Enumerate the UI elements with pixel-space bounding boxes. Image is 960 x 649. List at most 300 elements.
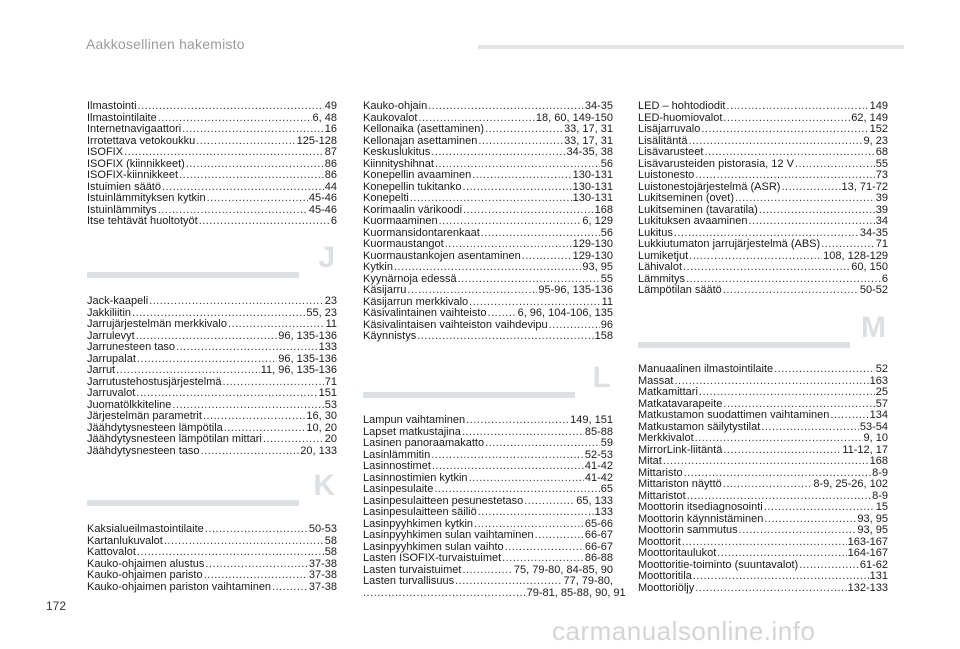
index-entry [638,136,888,148]
entry-pages: 65 [600,484,613,495]
entry-pages: 8-9, 25-26, 102 [813,479,888,490]
entry-term: Lasinpyyhkimen sulan vaihto [363,541,504,553]
leader-dots [182,124,324,135]
entry-pages: 55 [600,273,613,285]
index-group [363,415,626,599]
entry-pages: 33, 17, 31 [564,135,613,147]
entry-pages: 95-96, 135-136 [538,285,613,296]
entry-pages: 39 [875,193,888,204]
index-entry [87,159,337,171]
entry-pages: 129-130 [572,239,613,250]
index-entry [87,308,337,320]
entry-term: LED – hohtodiodit [638,101,726,112]
entry-term: Ilmastointi [87,101,137,112]
entry-term: MirrorLink-liitäntä [638,444,723,456]
index-entry [87,296,337,308]
entry-term: Lämmitys [638,273,686,285]
entry-pages: 33, 17, 31 [564,124,613,135]
entry-pages: 53-54 [859,421,888,433]
leader-dots [455,576,562,587]
leader-dots [137,547,324,558]
entry-term: Kuormaaminen [363,216,438,227]
entry-pages: 65-66 [584,518,613,530]
entry-term: Moottorin käynnistäminen [638,513,764,525]
index-entry [363,496,613,508]
index-entry [638,560,888,572]
leader-dots [417,331,593,342]
index-entry [363,461,613,473]
entry-term: Moottorit [638,536,681,548]
index-entry [638,159,888,171]
index-entry [638,113,888,125]
entry-term: ISOFIX [87,147,124,158]
entry-pages: 8-9 [872,490,888,502]
leader-dots [204,570,308,581]
leader-dots [462,427,584,438]
index-entry [363,473,613,485]
entry-pages: 18, 60, 149-150 [535,112,613,124]
entry-term: Kuormaustangot [363,239,444,250]
entry-term: Keskuslukitus [363,147,431,158]
entry-pages: 158 [594,331,613,342]
leader-dots [469,473,584,484]
leader-dots [469,297,600,308]
entry-term: Jarrujärjestelmän merkkivalo [87,319,227,330]
entry-term: Kauko-ohjaimen pariston vaihtaminen [87,581,272,593]
index-entry [638,571,888,583]
entry-term: Internetnavigaattori [87,124,182,135]
index-entry [87,342,337,354]
leader-dots [394,262,581,273]
entry-pages: 85-88 [584,426,613,438]
index-entry [363,159,613,171]
leader-dots [434,484,599,495]
index-entry [363,205,613,217]
entry-pages: 71 [324,376,337,388]
index-entry [363,170,613,182]
leader-dots [689,136,863,147]
entry-pages: 75, 79-80, 84-85, 90 [513,564,613,576]
entry-pages: 41-42 [584,461,613,472]
entry-pages: 66-67 [584,541,613,553]
entry-pages: 151 [318,388,337,399]
leader-dots [502,553,584,564]
index-entry [638,274,888,286]
index-group [87,524,337,593]
leader-dots [179,170,324,181]
leader-dots [149,296,324,307]
entry-pages: 86 [324,158,337,170]
entry-pages: 16 [324,124,337,135]
leader-dots [723,445,841,456]
index-entry [638,491,888,503]
index-entry [638,456,888,468]
entry-pages: 52-53 [584,449,613,461]
index-entry [363,124,613,136]
entry-term: Luistonestojärjestelmä (ASR) [638,181,781,193]
index-entry [363,101,613,113]
index-entry [363,274,613,286]
index-entry [638,262,888,274]
entry-term: Moottorin sammutus [638,525,738,536]
leader-dots [701,124,868,135]
leader-dots [162,182,324,193]
leader-dots [223,377,324,388]
entry-term: Manuaalinen ilmastointilaite [638,364,774,375]
index-entry [363,553,613,565]
entry-term: Korimaalin värikoodi [363,204,463,216]
leader-dots [717,548,846,559]
entry-term: Moottoritie-toiminto (suuntavalot) [638,559,799,571]
index-entry [363,438,613,450]
entry-pages: 168 [594,204,613,216]
entry-pages: 44 [324,181,337,193]
leader-dots [723,113,850,124]
leader-dots [224,423,306,434]
entry-pages: 6 [330,216,337,227]
index-entry [87,124,337,136]
divider-bar [87,500,299,506]
index-group [638,364,888,594]
leader-dots [432,461,584,472]
leader-dots [435,159,600,170]
index-entry [87,559,337,571]
leader-dots [764,514,856,525]
leader-dots [830,410,868,421]
entry-pages: 87 [324,147,337,158]
entry-term: Kauko-ohjaimen paristo [87,570,203,581]
entry-term: Lasinpesulaite [363,484,434,495]
leader-dots [674,376,868,387]
index-entry [363,320,613,332]
index-entry [363,507,613,519]
index-entry [638,376,888,388]
entry-term: Kattovalot [87,547,136,558]
leader-dots [124,147,324,158]
leader-dots [474,519,584,530]
entry-pages: 79-81, 85-88, 90, 91 [526,586,626,599]
entry-pages: 130-131 [572,181,613,193]
entry-pages: 133 [594,507,613,518]
entry-term: Jarrutustehostusjärjestelmä [87,376,222,388]
entry-pages: 6, 129 [582,216,613,227]
index-entry [87,524,337,536]
entry-pages: 37-38 [308,558,337,570]
entry-term: ISOFIX-kiinnikkeet [87,170,179,181]
leader-dots [761,422,859,433]
entry-pages: 149 [869,101,888,112]
entry-pages: 125-128 [296,135,337,147]
entry-term: Istuinlämmityksen kytkin [87,193,206,204]
entry-term: Lasinpesulaitteen säiliö [363,507,477,518]
index-entry [638,239,888,251]
entry-pages: 50-52 [859,285,888,296]
entry-pages: 49 [324,101,337,112]
entry-term: Lukituksen avaaminen [638,216,748,227]
entry-term: Käynnistys [363,331,417,342]
entry-term: Jarrunesteen taso [87,342,176,353]
index-entry [363,251,613,263]
entry-pages: 34-35 [859,227,888,239]
entry-pages: 11 [325,319,337,330]
entry-term: Lähivalot [638,262,683,273]
leader-dots [205,524,308,535]
entry-pages: 6, 96, 104-106, 135 [517,308,613,319]
leader-dots [695,170,874,181]
letter-divider-k [87,469,337,516]
entry-term: Käsijarru [363,285,407,296]
index-entry [363,136,613,148]
divider-bar [87,272,299,278]
entry-pages: 77, 79-80, [563,576,613,587]
entry-pages: 16, 30 [306,411,337,422]
entry-pages: 130-131 [572,193,613,204]
index-group [87,296,337,457]
entry-term: Konepellin avaaminen [363,170,472,181]
entry-term: Moottoritila [638,571,692,582]
leader-dots [821,239,875,250]
index-entry [87,411,337,423]
entry-pages: 66-67 [584,530,613,541]
entry-term: Lasinlämmitin [363,449,431,461]
entry-term: Lisälitäntä [638,135,688,147]
entry-term: Kytkin [363,262,393,273]
entry-pages: 20 [324,434,337,445]
entry-term: Kiinnityshihnat [363,158,434,170]
entry-pages: 15 [875,502,888,513]
index-entry [363,565,613,577]
leader-dots [549,320,600,331]
leader-dots [462,565,512,576]
leader-dots [463,205,594,216]
leader-dots [524,496,575,507]
leader-dots [689,251,822,262]
entry-term: Kauko-ohjain [363,101,428,112]
leader-dots [488,308,517,319]
entry-pages: 56 [600,158,613,170]
entry-pages: 73 [875,170,888,181]
entry-term: Merkkivalot [638,433,694,444]
entry-term: Käsivalintainen vaihteisto [363,308,487,319]
entry-term: Moottoriöljy [638,582,695,594]
entry-pages: 58 [324,535,337,547]
entry-pages: 52 [875,364,888,375]
entry-term: Kyynärnoja edessä [363,273,457,285]
entry-pages: 34 [875,216,888,227]
entry-pages: 93, 95 [857,513,888,525]
leader-dots [207,193,308,204]
leader-dots [196,136,295,147]
leader-dots [410,193,572,204]
entry-pages: 61-62 [859,559,888,571]
entry-term: LED-huomiovalot [638,112,723,124]
index-entry [363,542,613,554]
index-entry [87,205,337,217]
entry-term: Jakkiliitin [87,307,132,319]
entry-term: Ilmastointilaite [87,112,157,124]
entry-term: Jarruvalot [87,388,136,399]
index-entry [87,536,337,548]
index-entry [638,251,888,263]
entry-pages: 45-46 [308,193,337,204]
entry-pages: 11 [601,296,613,308]
entry-pages: 39 [875,204,888,216]
index-entry [363,530,613,542]
leader-dots [522,251,572,262]
index-entry [638,583,888,595]
entry-term: Matkamittari [638,387,698,398]
entry-pages: 134 [869,410,888,421]
leader-dots [699,387,875,398]
leader-dots [481,228,600,239]
index-entry [638,193,888,205]
entry-pages: 62, 149 [851,112,888,124]
entry-pages: 56 [600,227,613,239]
leader-dots [158,205,308,216]
leader-dots [695,583,846,594]
entry-pages: 41-42 [584,472,613,484]
index-entry [638,387,888,399]
entry-pages: 71 [875,239,888,250]
leader-dots [723,285,859,296]
leader-dots [186,159,324,170]
entry-pages: 68 [875,147,888,158]
leader-dots [687,491,871,502]
entry-pages: 57 [875,398,888,410]
leader-dots [693,571,869,582]
entry-term: Käsivalintaisen vaihteiston vaihdevipu [363,319,548,331]
entry-pages: 93, 95 [582,262,613,273]
entry-term: Lasinpesulaitteen pesunestetaso [363,495,524,507]
leader-dots [439,216,582,227]
entry-term: Lasinpyyhkimen kytkin [363,518,474,530]
index-entry [638,364,888,376]
leader-dots [445,239,572,250]
entry-term: Luistonesto [638,170,695,181]
index-entry [87,400,337,412]
index-entry [638,124,888,136]
entry-term: Lasten turvaistuimet [363,564,462,576]
entry-pages: 163-167 [847,536,888,548]
index-entry [363,147,613,159]
index-entry [638,410,888,422]
entry-term: Jäähdytysnesteen taso [87,445,200,457]
entry-pages: 133 [318,342,337,353]
leader-dots [695,433,863,444]
entry-term: Lukitus [638,227,673,239]
index-entry [87,136,337,148]
index-entry [87,365,337,377]
leader-dots [136,388,317,399]
index-entry [87,446,337,458]
entry-pages: 9, 10 [863,433,888,444]
leader-dots [795,159,875,170]
index-entry [363,228,613,240]
entry-term: Kellonaika (asettaminen) [363,124,485,135]
index-entry [87,547,337,559]
index-entry [638,433,888,445]
entry-term: Istuinlämmitys [87,204,157,216]
entry-term: Jack-kaapeli [87,296,149,307]
index-entry [363,519,613,531]
leader-dots [199,216,330,227]
letter-divider-m [638,311,888,358]
leader-dots [138,101,324,112]
entry-term: Matkatavarapeite [638,398,723,410]
leader-dots [774,364,875,375]
leader-dots [431,450,584,461]
entry-pages: 131 [869,571,888,582]
index-entry [363,297,613,309]
leader-dots [263,434,324,445]
entry-pages: 59 [600,438,613,449]
index-entry [638,228,888,240]
entry-pages: 6, 48 [312,112,337,124]
index-entry [638,422,888,434]
index-entry [638,537,888,549]
leader-dots [505,542,584,553]
entry-term: Istuimien säätö [87,181,161,193]
leader-dots [272,582,308,593]
leader-dots [136,331,278,342]
entry-pages: 96 [600,319,613,331]
section-letter: M [861,311,886,344]
entry-pages: 53 [324,399,337,411]
index-entry [87,113,337,125]
index-entry [363,193,613,205]
entry-term: Järjestelmän parametrit [87,411,202,422]
leader-dots [764,502,875,513]
leader-dots [407,285,537,296]
entry-term: Moottoritaulukot [638,548,717,559]
letter-divider-l [363,361,613,408]
entry-term: Lasinpyyhkimen sulan vaihtaminen [363,530,534,541]
index-entry [87,170,337,182]
leader-dots [663,456,869,467]
entry-pages: 34-35 [584,101,613,112]
entry-term: Kartanlukuvalot [87,535,163,547]
entry-term: Kuormaustankojen asentaminen [363,250,521,262]
index-entry [638,170,888,182]
page-number: 172 [46,599,67,613]
index-entry [638,445,888,457]
entry-term: Lasten ISOFIX-turvaistuimet [363,553,502,564]
leader-dots [739,525,857,536]
index-group [87,101,337,228]
entry-pages: 86-88 [584,553,613,564]
leader-dots [418,113,534,124]
entry-pages: 163 [869,375,888,387]
leader-dots [723,399,874,410]
entry-pages: 60, 150 [851,262,888,273]
entry-continuation [363,586,626,600]
index-entry [638,285,888,297]
entry-term: Kaukovalot [363,112,418,124]
entry-term: Jäähdytysnesteen lämpötilan mittari [87,434,262,445]
leader-dots [684,468,871,479]
entry-pages: 55, 23 [306,307,337,319]
entry-term: Lumiketjut [638,250,689,262]
leader-dots [116,365,260,376]
leader-dots [686,274,881,285]
entry-pages: 132-133 [847,582,888,594]
leader-dots [799,560,859,571]
index-entry [87,434,337,446]
index-entry [87,388,337,400]
entry-term: Mittaristot [638,490,686,502]
entry-term: Mitat [638,456,662,467]
entry-term: Jarrut [87,365,116,376]
